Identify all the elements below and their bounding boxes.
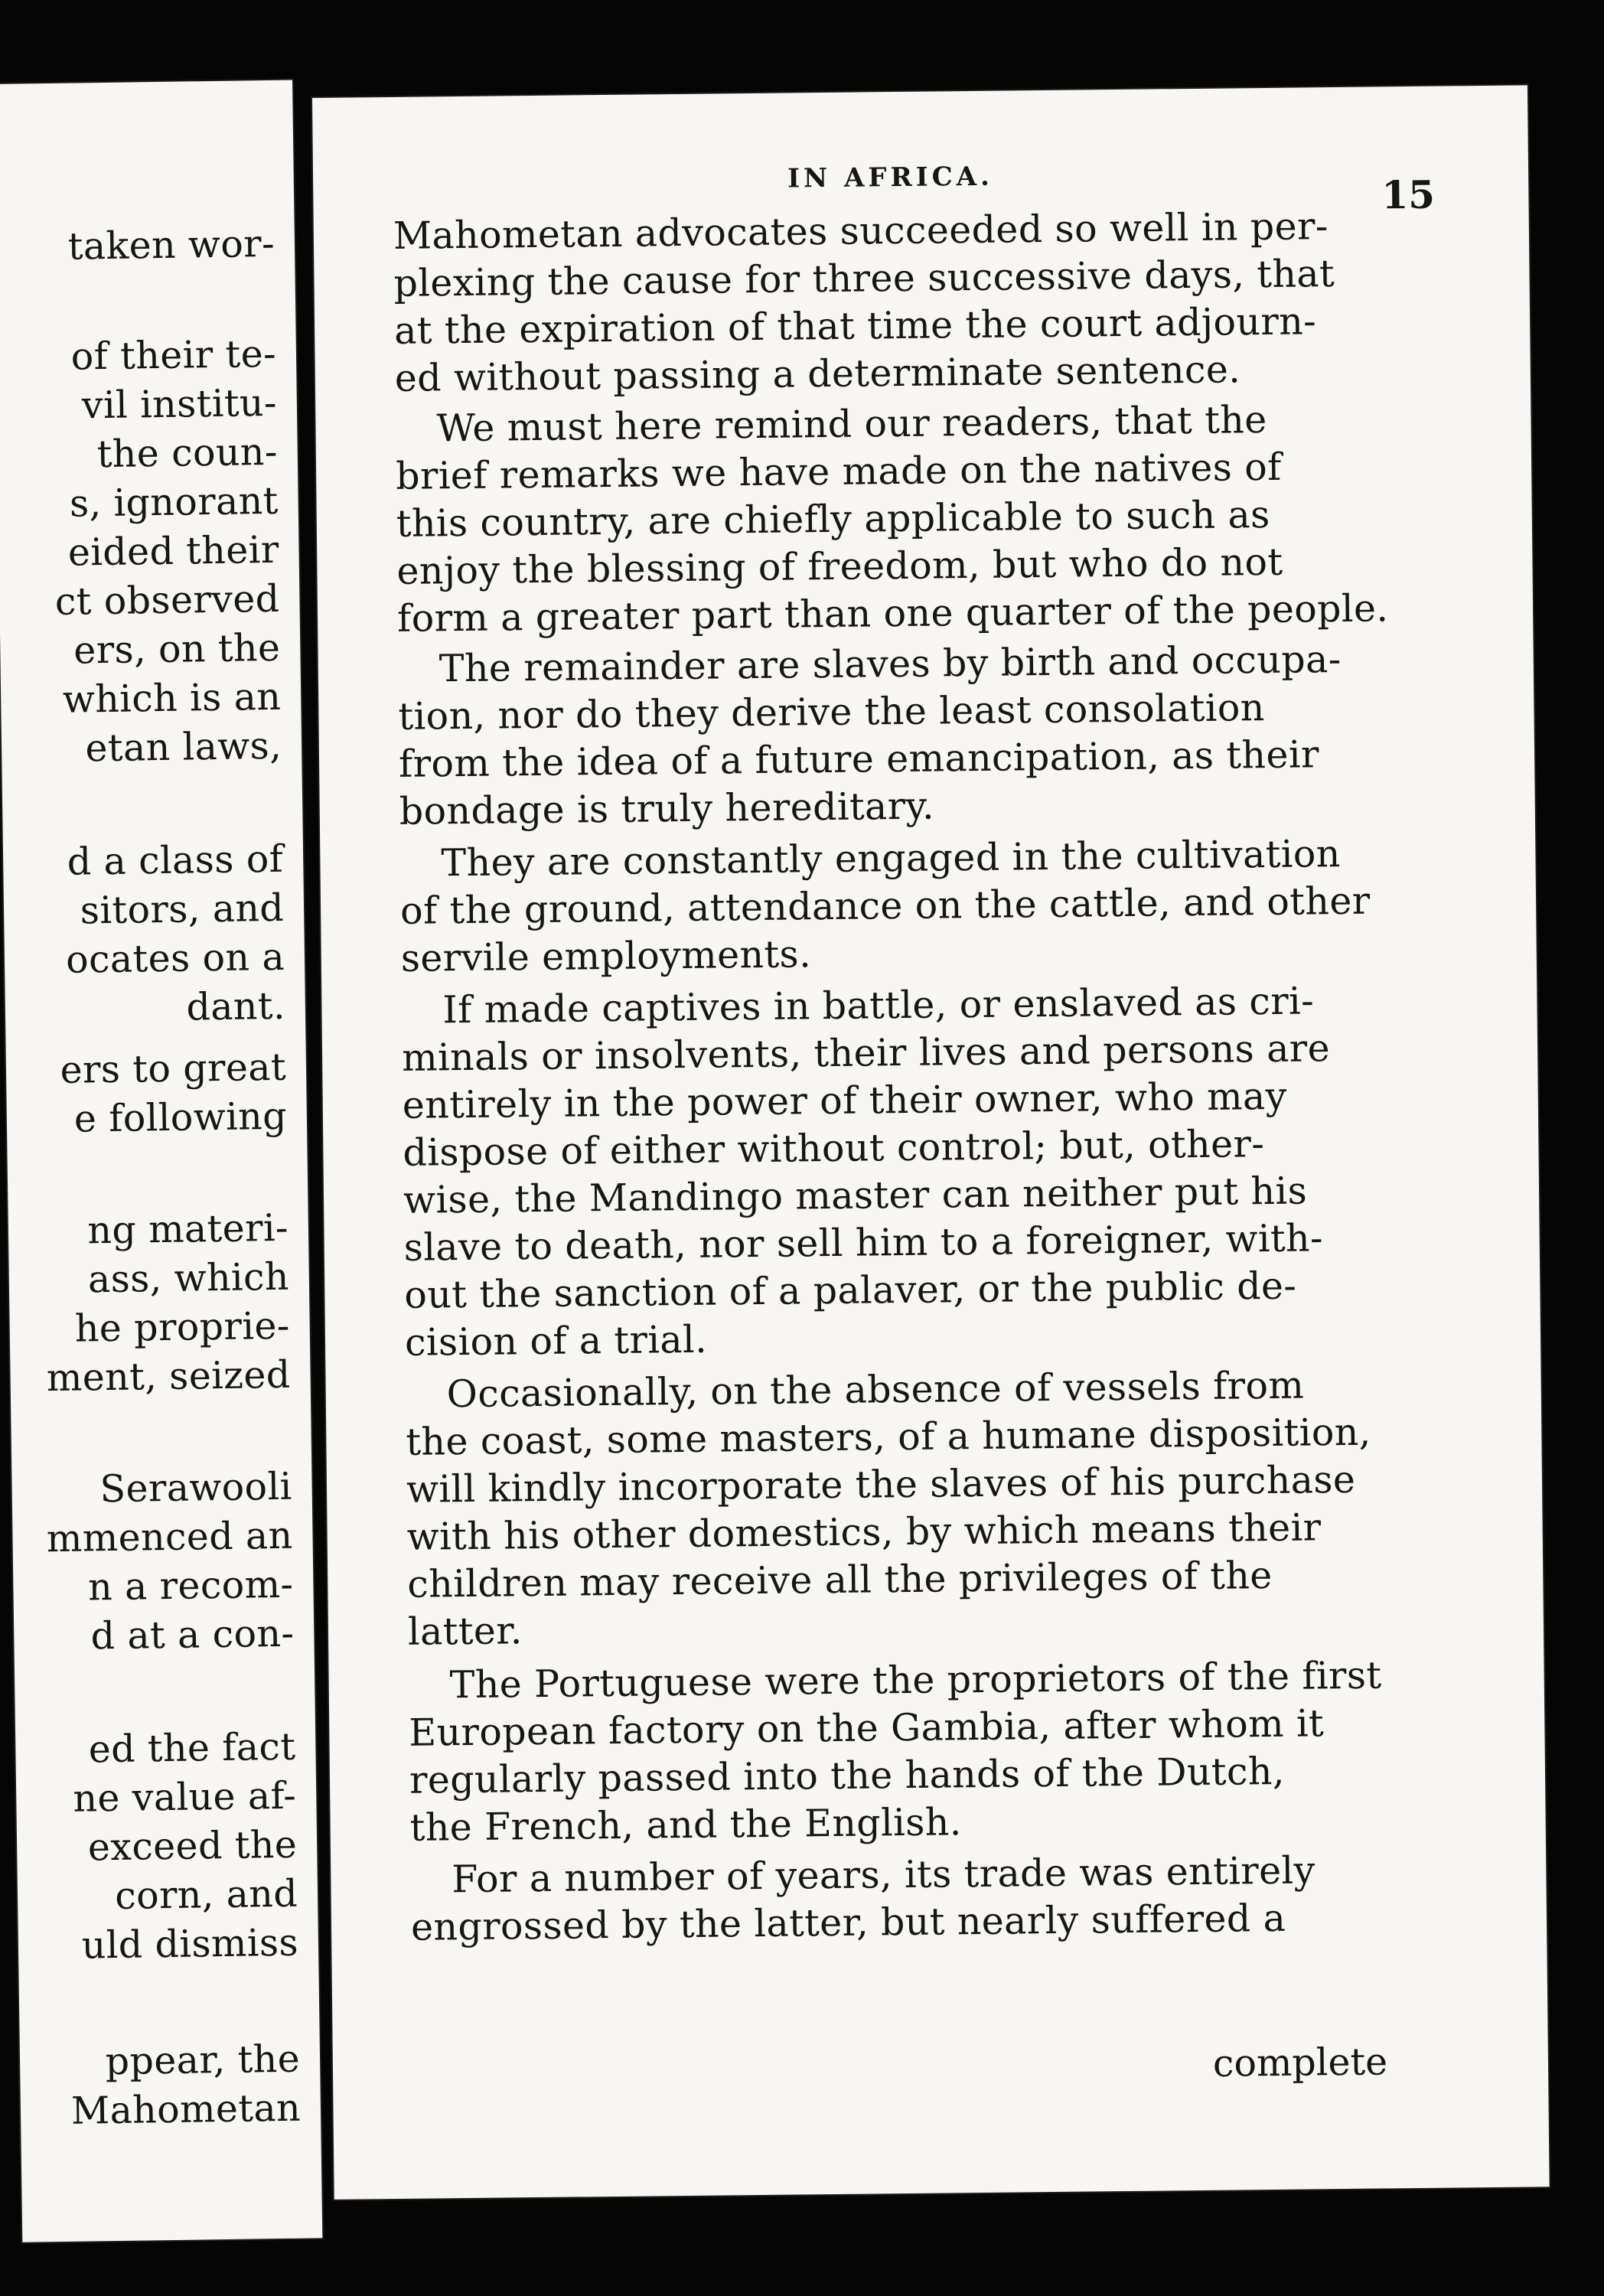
- text-line: at the expiration of that time the court adjourn-: [393, 299, 1317, 353]
- text-line: regularly passed into the hands of the Dutch,: [409, 1749, 1286, 1802]
- text-line: children may receive all the privileges of the: [407, 1553, 1273, 1606]
- text-line: brief remarks we have made on the natives of: [395, 445, 1282, 498]
- left-page-text-line: eided their: [67, 527, 279, 575]
- left-page-text-line: exceed the: [87, 1822, 298, 1870]
- left-page-text-line: ne value af-: [73, 1773, 297, 1821]
- left-page-text-line: ment, seized: [46, 1352, 291, 1401]
- left-page-text-line: Mahometan: [70, 2086, 302, 2133]
- left-page-text-line: sitors, and: [80, 885, 285, 933]
- left-page-text-line: corn, and: [114, 1871, 298, 1918]
- left-page-text-line: ers, on the: [73, 625, 281, 673]
- text-line: tion, nor do they derive the least consolation: [398, 686, 1265, 739]
- left-page-text-line: ppear, the: [105, 2037, 301, 2084]
- left-page-text-line: taken wor-: [67, 221, 275, 269]
- left-page-text-line: d at a con-: [90, 1611, 295, 1658]
- left-page-text-line: ng materi-: [86, 1205, 289, 1253]
- left-page-text-line: dant.: [186, 983, 286, 1029]
- text-line: servile employments.: [400, 932, 812, 980]
- left-page-text-line: etan laws,: [85, 723, 282, 771]
- text-line: Mahometan advocates succeeded so well in per-: [393, 204, 1329, 258]
- text-line: plexing the cause for three successive days, that: [393, 252, 1335, 305]
- left-page-text-line: of their te-: [70, 331, 277, 379]
- left-page-text-line: he proprie-: [74, 1303, 291, 1351]
- text-line: European factory on the Gambia, after whom it: [409, 1701, 1325, 1755]
- text-line: this country, are chiefly applicable to such as: [396, 492, 1270, 546]
- catchword: complete: [1212, 2040, 1388, 2086]
- text-line: dispose of either without control; but, other-: [403, 1122, 1265, 1175]
- text-line: ed without passing a determinate sentence.: [394, 347, 1241, 400]
- text-line: The Portuguese were the proprietors of the first: [449, 1653, 1382, 1707]
- text-line: the French, and the English.: [409, 1800, 962, 1850]
- text-line: They are constantly engaged in the cultivation: [441, 831, 1341, 885]
- left-page-text-line: ocates on a: [65, 934, 285, 982]
- left-page-text-line: e following: [73, 1094, 288, 1141]
- text-line: enjoy the blessing of freedom, but who do not: [396, 540, 1283, 593]
- running-head: IN AFRICA.: [787, 161, 994, 194]
- left-page-text-line: d a class of: [67, 837, 284, 884]
- left-page-text-line: ct observed: [54, 576, 280, 624]
- left-page-text-line: n a recom-: [87, 1562, 294, 1609]
- text-line: We must here remind our readers, that the: [436, 397, 1267, 451]
- text-line: For a number of years, its trade was entirely: [452, 1848, 1315, 1902]
- text-line: If made captives in battle, or enslaved as cri-: [442, 979, 1315, 1032]
- left-page-text-line: the coun-: [96, 429, 279, 477]
- text-line: slave to death, nor sell him to a foreigner, with-: [403, 1216, 1324, 1270]
- text-line: of the ground, attendance on the cattle, and other: [399, 879, 1371, 933]
- text-line: will kindly incorporate the slaves of his purchase: [406, 1457, 1356, 1512]
- left-page-text-line: vil institu-: [81, 380, 278, 428]
- text-line: Occasionally, on the absence of vessels from: [446, 1363, 1305, 1417]
- text-line: wise, the Mandingo master can neither put his: [403, 1169, 1308, 1222]
- text-line: minals or insolvents, their lives and persons are: [401, 1026, 1331, 1080]
- left-page-text-line: ers to great: [60, 1045, 287, 1092]
- left-page-text-line: which is an: [62, 674, 282, 722]
- text-line: engrossed by the latter, but nearly suffered a: [410, 1896, 1286, 1949]
- text-line: cision of a trial.: [404, 1317, 708, 1365]
- left-page-text-line: uld dismiss: [81, 1920, 299, 1968]
- text-line: latter.: [407, 1609, 523, 1654]
- text-line: bondage is truly hereditary.: [399, 784, 935, 833]
- right-page: [312, 85, 1550, 2199]
- left-page-text-line: mmenced an: [46, 1513, 293, 1561]
- text-line: The remainder are slaves by birth and occupa-: [438, 637, 1342, 691]
- left-page-text-line: ed the fact: [88, 1724, 296, 1772]
- left-page-text-line: s, ignorant: [69, 478, 279, 526]
- text-line: with his other domestics, by which means their: [406, 1505, 1322, 1559]
- text-line: from the idea of a future emancipation, as their: [398, 732, 1320, 786]
- text-line: entirely in the power of their owner, who may: [402, 1074, 1287, 1127]
- left-page-text-line: ass, which: [87, 1254, 290, 1302]
- left-page-text-line: Serawooli: [99, 1464, 293, 1512]
- text-line: the coast, some masters, of a humane disposition,: [406, 1410, 1371, 1464]
- page-number: 15: [1381, 171, 1436, 218]
- text-line: out the sanction of a palaver, or the public de-: [404, 1264, 1297, 1317]
- left-page: [0, 80, 322, 2242]
- text-line: form a greater part than one quarter of the people.: [396, 586, 1389, 641]
